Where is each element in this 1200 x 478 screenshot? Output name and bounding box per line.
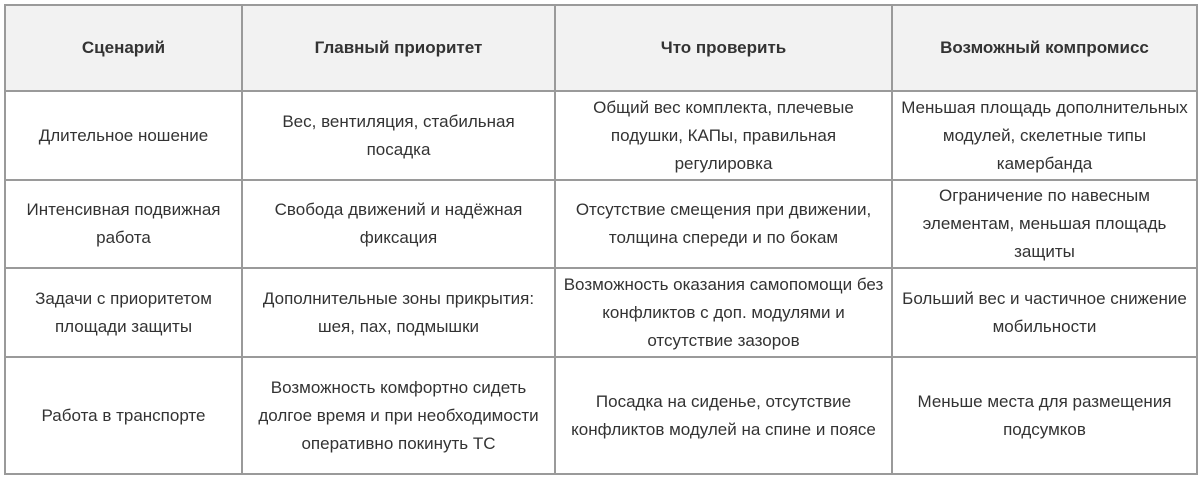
header-possible-compromise: Возможный компромисс: [892, 5, 1197, 91]
cell-main-priority: Возможность комфортно сидеть долгое время и при необходимости оперативно покинуть ТС: [242, 357, 555, 474]
cell-main-priority: Дополнительные зоны прикрытия: шея, пах, подмышки: [242, 268, 555, 357]
cell-possible-compromise: Меньшая площадь дополнительных модулей, скелетные типы камербанда: [892, 91, 1197, 180]
cell-main-priority: Вес, вентиляция, стабильная посадка: [242, 91, 555, 180]
cell-main-priority: Свобода движений и надёжная фиксация: [242, 180, 555, 268]
cell-scenario: Длительное ношение: [5, 91, 242, 180]
cell-scenario: Задачи с приоритетом площади защиты: [5, 268, 242, 357]
cell-possible-compromise: Больший вес и частичное снижение мобильности: [892, 268, 1197, 357]
cell-possible-compromise: Меньше места для размещения подсумков: [892, 357, 1197, 474]
table-row: [5, 357, 1197, 474]
table-row: [5, 268, 1197, 357]
cell-possible-compromise: Ограничение по навесным элементам, меньшая площадь защиты: [892, 180, 1197, 268]
cell-what-to-check: Отсутствие смещения при движении, толщина спереди и по бокам: [555, 180, 892, 268]
header-scenario: Сценарий: [5, 5, 242, 91]
table-row: [5, 91, 1197, 180]
comparison-table-container: [4, 4, 1198, 475]
header-what-to-check: Что проверить: [555, 5, 892, 91]
cell-what-to-check: Возможность оказания самопомощи без конфликтов с доп. модулями и отсутствие зазоров: [555, 268, 892, 357]
cell-scenario: Интенсивная подвижная работа: [5, 180, 242, 268]
cell-what-to-check: Посадка на сиденье, отсутствие конфликтов модулей на спине и поясе: [555, 357, 892, 474]
cell-scenario: Работа в транспорте: [5, 357, 242, 474]
table-header-row: [5, 5, 1197, 91]
cell-what-to-check: Общий вес комплекта, плечевые подушки, КАПы, правильная регулировка: [555, 91, 892, 180]
header-main-priority: Главный приоритет: [242, 5, 555, 91]
table-row: [5, 180, 1197, 268]
comparison-table: [4, 4, 1198, 475]
